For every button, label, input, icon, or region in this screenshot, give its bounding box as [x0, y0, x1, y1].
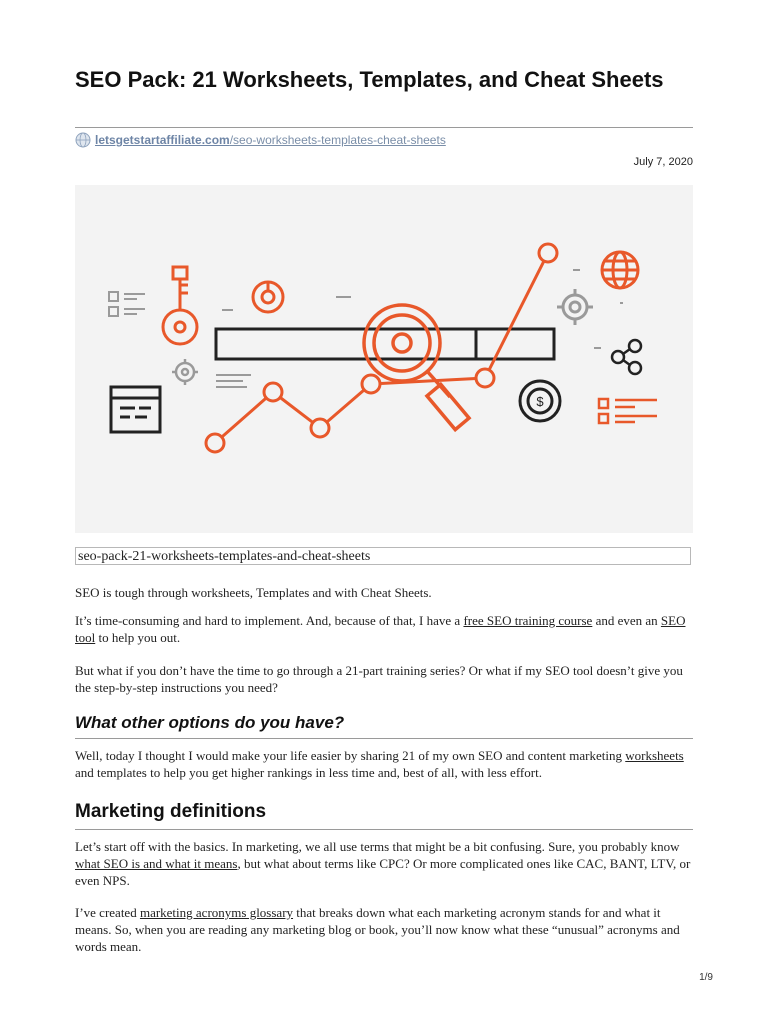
intro-paragraph-3: But what if you don’t have the time to go through a 21-part training series? Or what if my SEO tool doesn’t give you the step-by-step instructions you need? [75, 663, 683, 695]
seo-illustration [75, 185, 693, 533]
source-line [75, 132, 446, 148]
definitions-paragraph-1: Let’s start off with the basics. In marketing, we all use terms that might be a bit confusing. Sure, you probably know what SEO is and what it means, but what about terms like CPC? Or more complicated ones like CAC, BANT, LTV, or even NPS. [75, 839, 691, 888]
pie-chart-icon [253, 282, 283, 312]
page-title: SEO Pack: 21 Worksheets, Templates, and Cheat Sheets [75, 67, 664, 92]
text-lines-icon [216, 375, 251, 387]
browser-window-icon [111, 387, 160, 432]
page-number: 1/9 [699, 972, 713, 983]
options-paragraph: Well, today I thought I would make your life easier by sharing 21 of my own SEO and content marketing worksheets and templates to help you get higher rankings in less time and, best of all, with less effort. [75, 748, 684, 780]
acronyms-glossary-link[interactable]: marketing acronyms glossary [139, 905, 294, 920]
hero-illustration [75, 185, 693, 533]
image-caption: seo-pack-21-worksheets-templates-and-cheat-sheets [75, 547, 691, 565]
svg-text:$: $ [536, 394, 544, 409]
intro-paragraph-2: It’s time-consuming and hard to implement. And, because of that, I have a free SEO training course and even an SEO tool to help you out. [75, 613, 686, 645]
section-divider [75, 829, 693, 830]
publish-date: July 7, 2020 [633, 156, 693, 168]
line-graph-icon [206, 244, 557, 452]
magnifier-icon [364, 305, 469, 430]
what-is-seo-link[interactable]: what SEO is and what it means [75, 856, 238, 871]
source-domain-link[interactable]: letsgetstartaffiliate.com [95, 133, 230, 147]
free-seo-course-link[interactable]: free SEO training course [463, 613, 593, 628]
gear-icon [172, 359, 198, 385]
definitions-paragraph-2: I’ve created marketing acronyms glossary that breaks down what each marketing acronym stands for and what it means. So, when you are reading any marketing blog or book, you’ll now know what these “unusual” acronyms and words mean. [75, 905, 680, 954]
worksheets-link[interactable]: worksheets [625, 748, 684, 763]
key-icon [163, 267, 197, 344]
intro-paragraph-1: SEO is tough through worksheets, Templates and with Cheat Sheets. [75, 585, 432, 600]
globe-icon [602, 252, 638, 288]
section-heading-definitions: Marketing definitions [75, 801, 267, 822]
dollar-icon [520, 381, 560, 421]
list-icon [599, 399, 657, 423]
section-heading-options: What other options do you have? [75, 713, 345, 732]
section-divider [75, 738, 693, 739]
globe-icon [75, 132, 91, 148]
seo-tool-link[interactable]: SEO tool [75, 613, 686, 645]
gear-icon [557, 289, 593, 325]
title-divider [75, 127, 693, 128]
list-icon [109, 292, 145, 316]
source-path-link[interactable]: /seo-worksheets-templates-cheat-sheets [229, 133, 446, 147]
share-icon [612, 340, 641, 374]
